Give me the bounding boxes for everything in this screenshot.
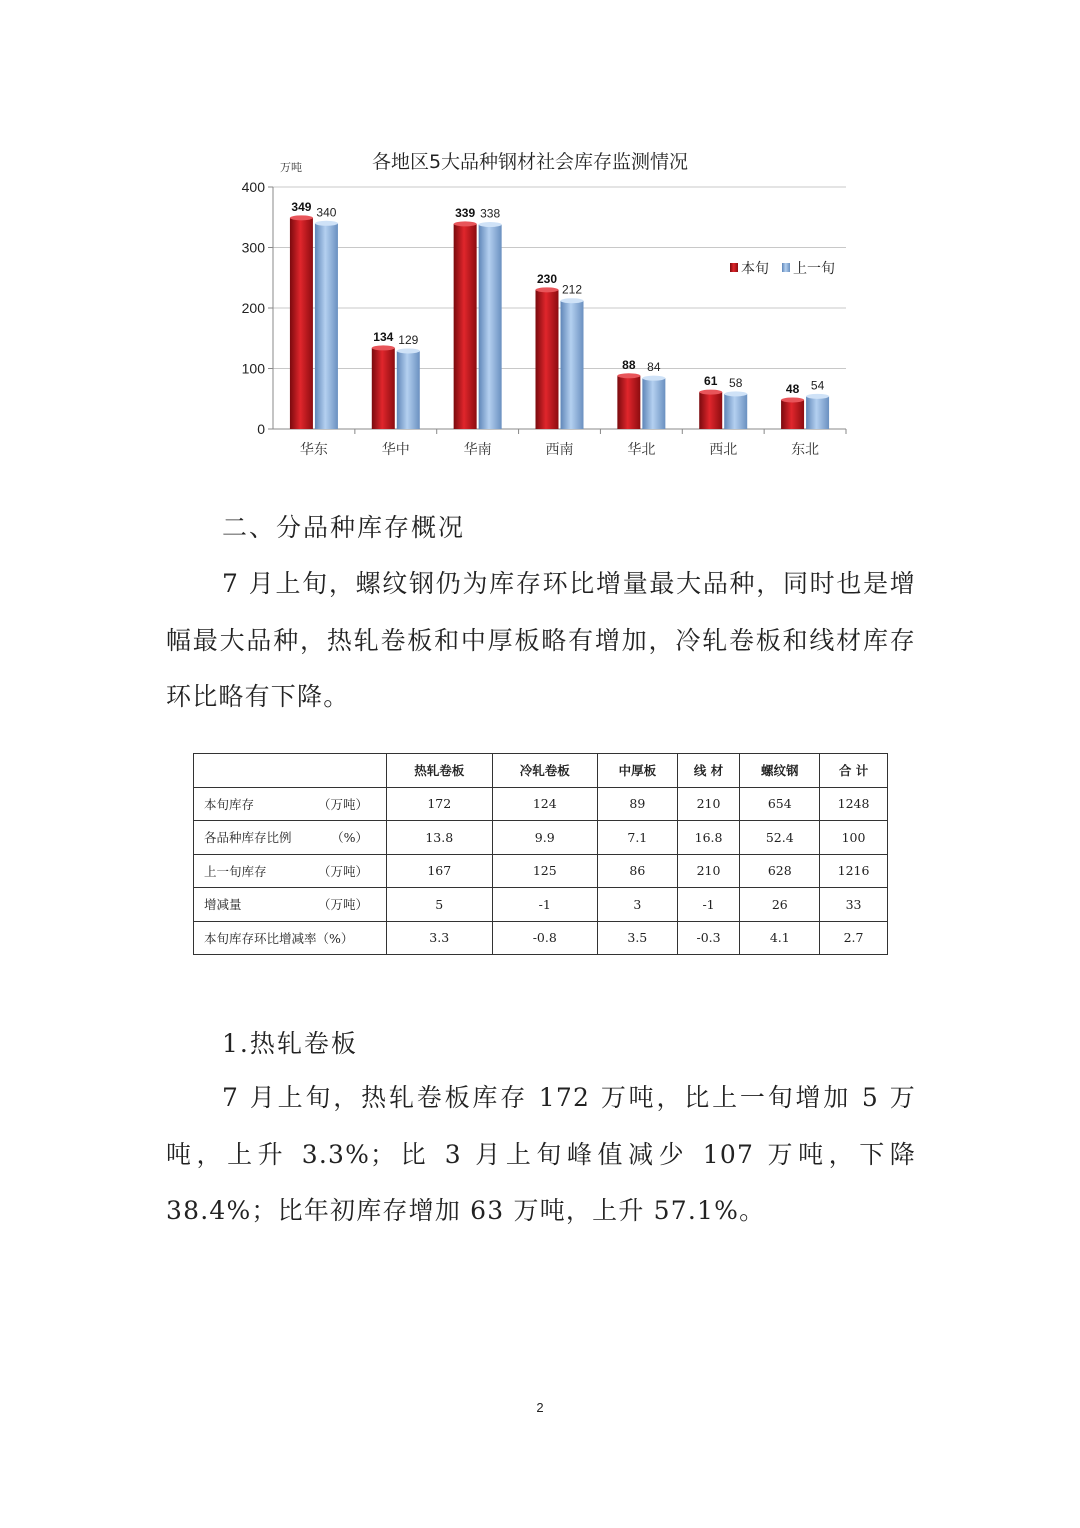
bar-cap	[642, 376, 665, 381]
section-heading-2: 二、分品种库存概况	[222, 513, 466, 542]
table-cell: -1	[677, 888, 740, 922]
x-tick-label: 西北	[709, 442, 738, 458]
data-label-current: 61	[704, 374, 718, 389]
section-heading-hot-rolled: 1.热轧卷板	[222, 1029, 358, 1058]
data-label-current: 349	[291, 199, 312, 214]
table-row	[194, 787, 888, 821]
table-cell: 16.8	[677, 821, 740, 855]
row-label	[194, 787, 387, 821]
y-tick-label: 300	[241, 239, 265, 256]
bar-current	[454, 224, 477, 429]
table-cell: 100	[820, 821, 888, 855]
x-tick-label: 华南	[463, 442, 492, 458]
row-label-text: 各品种库存比例	[204, 830, 292, 846]
legend-label-previous: 上一旬	[793, 261, 835, 277]
chart-title: 各地区5大品种钢材社会库存监测情况	[371, 151, 689, 173]
bar-cap	[397, 348, 420, 353]
table-header-cell: 螺纹钢	[740, 754, 820, 788]
table-row	[194, 854, 888, 888]
bar-cap	[479, 222, 502, 227]
table-cell: 654	[740, 787, 820, 821]
bar-cap	[372, 345, 395, 350]
row-label-text: 本旬库存	[204, 796, 255, 812]
bar-previous	[397, 351, 420, 429]
bar-cap	[806, 394, 829, 399]
bar-cap	[561, 298, 584, 303]
table-cell: 89	[598, 787, 678, 821]
table-cell: 125	[492, 854, 598, 888]
table-header-cell: 中厚板	[598, 754, 678, 788]
bar-current	[617, 376, 640, 429]
table-cell: 628	[740, 854, 820, 888]
bar-cap	[724, 391, 747, 396]
bar-previous	[724, 394, 747, 429]
table-header-cell: 线 材	[677, 754, 740, 788]
table-cell: -0.3	[677, 921, 740, 955]
table-header-corner	[194, 754, 387, 788]
row-unit: （万吨）	[317, 796, 368, 812]
bar-cap	[315, 221, 338, 226]
table-header-cell: 合 计	[820, 754, 888, 788]
data-label-current: 230	[536, 271, 558, 286]
page-number: 2	[536, 1400, 544, 1415]
bar-previous	[642, 378, 665, 429]
bar-current	[781, 400, 804, 429]
y-axis-unit: 万吨	[280, 161, 302, 174]
table-cell: 86	[598, 854, 678, 888]
inventory-table	[193, 753, 888, 955]
bar-previous	[479, 225, 502, 429]
y-tick-label: 0	[257, 421, 265, 437]
data-label-previous: 338	[480, 206, 501, 221]
bar-current	[372, 348, 395, 429]
legend-swatch-current	[730, 263, 738, 272]
data-label-current: 134	[373, 329, 394, 344]
table-cell: 13.8	[387, 821, 493, 855]
chart-svg	[230, 140, 870, 470]
x-tick-label: 华中	[381, 442, 410, 458]
table-cell: 172	[387, 787, 493, 821]
table-header-cell: 热轧卷板	[387, 754, 493, 788]
data-label-previous: 54	[810, 378, 825, 393]
row-label-text: 本旬库存环比增减率（%）	[204, 930, 354, 946]
inventory-bar-chart	[230, 140, 870, 470]
bar-current	[699, 392, 722, 429]
row-label	[194, 854, 387, 888]
table-cell: 3.3	[387, 921, 493, 955]
table-cell: -1	[492, 888, 598, 922]
bar-current	[290, 218, 313, 429]
data-label-previous: 84	[647, 360, 661, 375]
x-tick-label: 西南	[545, 442, 574, 458]
bar-cap	[454, 221, 477, 226]
table-header-cell: 冷轧卷板	[492, 754, 598, 788]
table-header-row	[194, 754, 888, 788]
table-cell: 4.1	[740, 921, 820, 955]
table-cell: 52.4	[740, 821, 820, 855]
row-unit: （万吨）	[317, 863, 368, 879]
row-unit: （万吨）	[317, 897, 368, 913]
data-label-previous: 212	[561, 282, 583, 297]
bar-cap	[290, 215, 313, 220]
row-label-text: 上一旬库存	[204, 863, 267, 879]
table-cell: 124	[492, 787, 598, 821]
data-label-current: 88	[622, 357, 636, 372]
legend-label-current: 本旬	[741, 261, 769, 277]
bar-current	[536, 290, 559, 429]
table-cell: 1248	[820, 787, 888, 821]
table-cell: 210	[677, 787, 740, 821]
bar-cap	[781, 397, 804, 402]
x-tick-label: 华北	[627, 442, 656, 458]
table-cell: 9.9	[492, 821, 598, 855]
section-paragraph-2: 7 月上旬，螺纹钢仍为库存环比增量最大品种，同时也是增幅最大品种，热轧卷板和中厚板略有增加，冷轧卷板和线材库存环比略有下降。	[166, 569, 916, 711]
data-label-previous: 340	[316, 205, 337, 220]
data-label-previous: 129	[398, 332, 419, 347]
table-cell: 7.1	[598, 821, 678, 855]
table-cell: 2.7	[820, 921, 888, 955]
table-cell: 5	[387, 888, 493, 922]
row-label	[194, 821, 387, 855]
table-cell: 3	[598, 888, 678, 922]
section-paragraph-hot-rolled: 7 月上旬，热轧卷板库存 172 万吨，比上一旬增加 5 万吨，上升 3.3%；比 3 月上旬峰值减少 107 万吨，下降 38.4%；比年初库存增加 63 万吨，上升 57.1%。	[166, 1083, 916, 1225]
table-cell: 1216	[820, 854, 888, 888]
y-tick-label: 100	[241, 360, 265, 377]
y-tick-label: 400	[241, 179, 265, 195]
table-row	[194, 921, 888, 955]
bar-previous	[561, 301, 584, 429]
table-cell: 26	[740, 888, 820, 922]
data-label-previous: 58	[729, 375, 743, 390]
row-label-text: 增减量	[204, 897, 242, 913]
bar-cap	[699, 390, 722, 395]
table-cell: 3.5	[598, 921, 678, 955]
data-label-current: 48	[785, 381, 800, 396]
table-cell: 33	[820, 888, 888, 922]
bar-cap	[536, 287, 559, 292]
bar-previous	[806, 396, 829, 429]
data-label-current: 339	[455, 205, 476, 220]
table-cell: 210	[677, 854, 740, 888]
table-row	[194, 888, 888, 922]
bar-previous	[315, 223, 338, 429]
table-row	[194, 821, 888, 855]
table-cell: 167	[387, 854, 493, 888]
x-tick-label: 东北	[791, 442, 820, 458]
legend-swatch-previous	[782, 263, 790, 272]
x-tick-label: 华东	[299, 442, 328, 458]
y-tick-label: 200	[241, 300, 265, 316]
row-label	[194, 888, 387, 922]
row-unit: （%）	[331, 830, 368, 846]
table-body	[194, 787, 888, 955]
row-label	[194, 921, 387, 955]
table-cell: -0.8	[492, 921, 598, 955]
bar-cap	[617, 373, 640, 378]
